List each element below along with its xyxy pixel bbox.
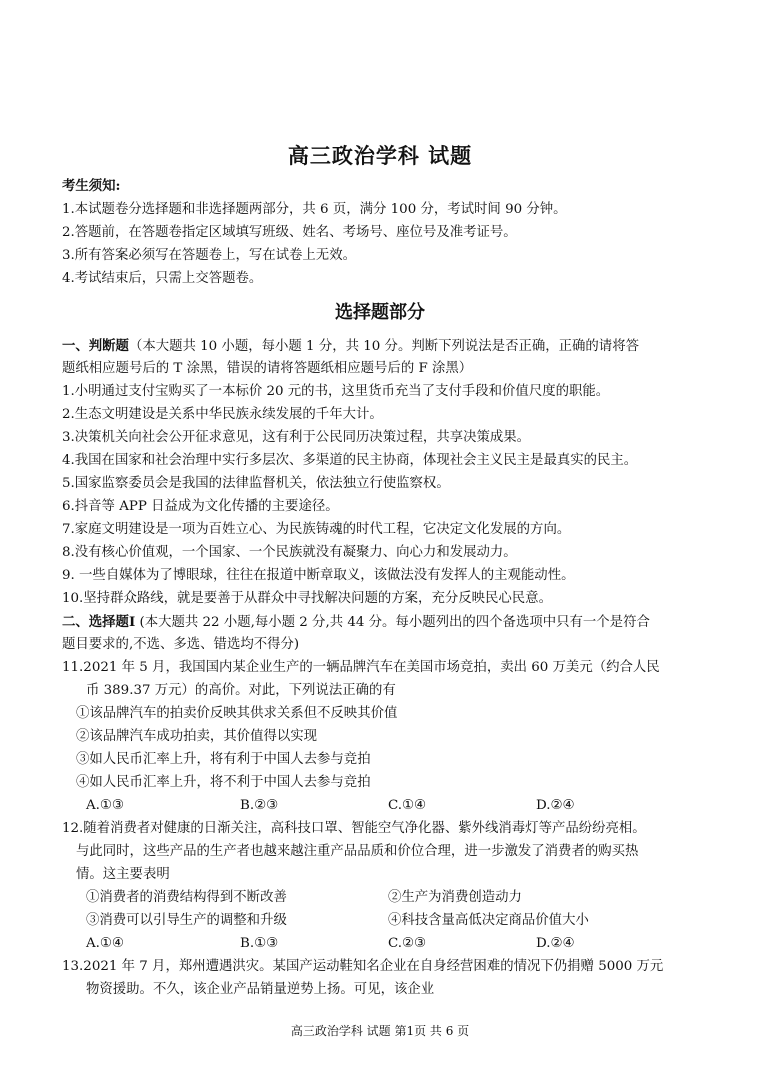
part2-instruction-line-1: [62, 612, 650, 633]
q11-choice-c: C.①④: [388, 798, 427, 813]
part2-instruction-line-2: 题目要求的,不选、多选、错选均不得分): [62, 637, 300, 652]
notice-item-2: 2.答题前，在答题卷指定区域填写班级、姓名、考场号、座位号及准考证号。: [62, 225, 517, 240]
notice-heading: 考生须知:: [62, 178, 121, 194]
q12-choice-a: A.①④: [86, 936, 124, 951]
section-title: 选择题部分: [335, 302, 425, 323]
q11-option-2: ②该品牌汽车成功拍卖，其价值得以实现: [76, 729, 318, 744]
part1-instruction-text: （本大题共 10 小题，每小题 1 分，共 10 分。判断下列说法是否正确，正确的请将答: [128, 339, 639, 354]
q11-choice-d: D.②④: [536, 798, 575, 813]
judge-item-10: 10.坚持群众路线，就是要善于从群众中寻找解决问题的方案，充分反映民心民意。: [62, 591, 552, 606]
part1-instruction-line-2: 题纸相应题号后的 T 涂黑，错误的请将答题纸相应题号后的 F 涂黑）: [62, 361, 473, 376]
q12-option-4: ④科技含量高低决定商品价值大小: [388, 913, 589, 928]
part1-instruction-line-1: [62, 336, 639, 357]
notice-item-1: 1.本试题卷分选择题和非选择题两部分，共 6 页，满分 100 分，考试时间 90 分钟。: [62, 202, 567, 217]
judge-item-9: 9. 一些自媒体为了博眼球，往往在报道中断章取义，该做法没有发挥人的主观能动性。: [62, 568, 575, 583]
q12-choice-c: C.②③: [388, 936, 427, 951]
judge-item-6: 6.抖音等 APP 日益成为文化传播的主要途径。: [62, 499, 339, 514]
q11-stem-line-1: 11.2021 年 5 月，我国国内某企业生产的一辆品牌汽车在美国市场竞拍，卖出 60 万美元（约合人民: [62, 660, 660, 675]
exam-title: 高三政治学科 试题: [287, 143, 473, 168]
notice-item-3: 3.所有答案必须写在答题卷上，写在试卷上无效。: [62, 248, 356, 263]
judge-item-1: 1.小明通过支付宝购买了一本标价 20 元的书，这里货币充当了支付手段和价值尺度的职能。: [62, 384, 610, 399]
judge-item-4: 4.我国在国家和社会治理中实行多层次、多渠道的民主协商，体现社会主义民主是最真实的民主。: [62, 453, 638, 468]
q12-choice-b: B.①③: [240, 936, 279, 951]
judge-item-5: 5.国家监察委员会是我国的法律监督机关，依法独立行使监察权。: [62, 476, 450, 491]
q11-choice-a: A.①③: [86, 798, 124, 813]
q11-option-1: ①该品牌汽车的拍卖价反映其供求关系但不反映其价值: [76, 706, 398, 721]
judge-item-2: 2.生态文明建设是关系中华民族永续发展的千年大计。: [62, 407, 383, 422]
part2-instruction-text: (本大题共 22 小题,每小题 2 分,共 44 分。每小题列出的四个备选项中只有一个是符合: [135, 615, 650, 630]
q13-stem-line-1: 13.2021 年 7 月，郑州遭遇洪灾。某国产运动鞋知名企业在自身经营困难的情况下仍捐赠 5000 万元: [62, 959, 664, 974]
q13-stem-line-2: 物资援助。不久，该企业产品销量逆势上扬。可见，该企业: [86, 982, 435, 997]
judge-item-8: 8.没有核心价值观，一个国家、一个民族就没有凝聚力、向心力和发展动力。: [62, 545, 517, 560]
q11-choice-b: B.②③: [240, 798, 279, 813]
q12-option-3: ③消费可以引导生产的调整和升级: [86, 913, 287, 928]
q12-stem-line-3: 情。这主要表明: [76, 867, 170, 882]
judge-item-7: 7.家庭文明建设是一项为百姓立心、为民族铸魂的时代工程，它决定文化发展的方向。: [62, 522, 571, 537]
part1-heading: 一、判断题: [62, 338, 129, 354]
q12-option-2: ②生产为消费创造动力: [388, 890, 522, 905]
q11-option-3: ③如人民币汇率上升，将有利于中国人去参与竞拍: [76, 752, 371, 767]
judge-item-3: 3.决策机关向社会公开征求意见，这有利于公民同历决策过程，共享决策成果。: [62, 430, 531, 445]
q12-stem-line-2: 与此同时，这些产品的生产者也越来越注重产品品质和价位合理，进一步激发了消费者的购买热: [76, 844, 639, 859]
notice-item-4: 4.考试结束后，只需上交答题卷。: [62, 271, 263, 286]
part2-heading: 二、选择题I: [62, 614, 136, 630]
q12-stem-line-1: 12.随着消费者对健康的日渐关注，高科技口罩、智能空气净化器、紫外线消毒灯等产品纷纷亮相。: [62, 821, 646, 836]
page-footer: 高三政治学科 试题 第1页 共 6 页: [290, 1024, 470, 1038]
q12-option-1: ①消费者的消费结构得到不断改善: [86, 890, 287, 905]
q11-stem-line-2: 币 389.37 万元）的高价。对此，下列说法正确的有: [86, 683, 396, 698]
q12-choice-d: D.②④: [536, 936, 575, 951]
q11-option-4: ④如人民币汇率上升，将不利于中国人去参与竞拍: [76, 775, 371, 790]
